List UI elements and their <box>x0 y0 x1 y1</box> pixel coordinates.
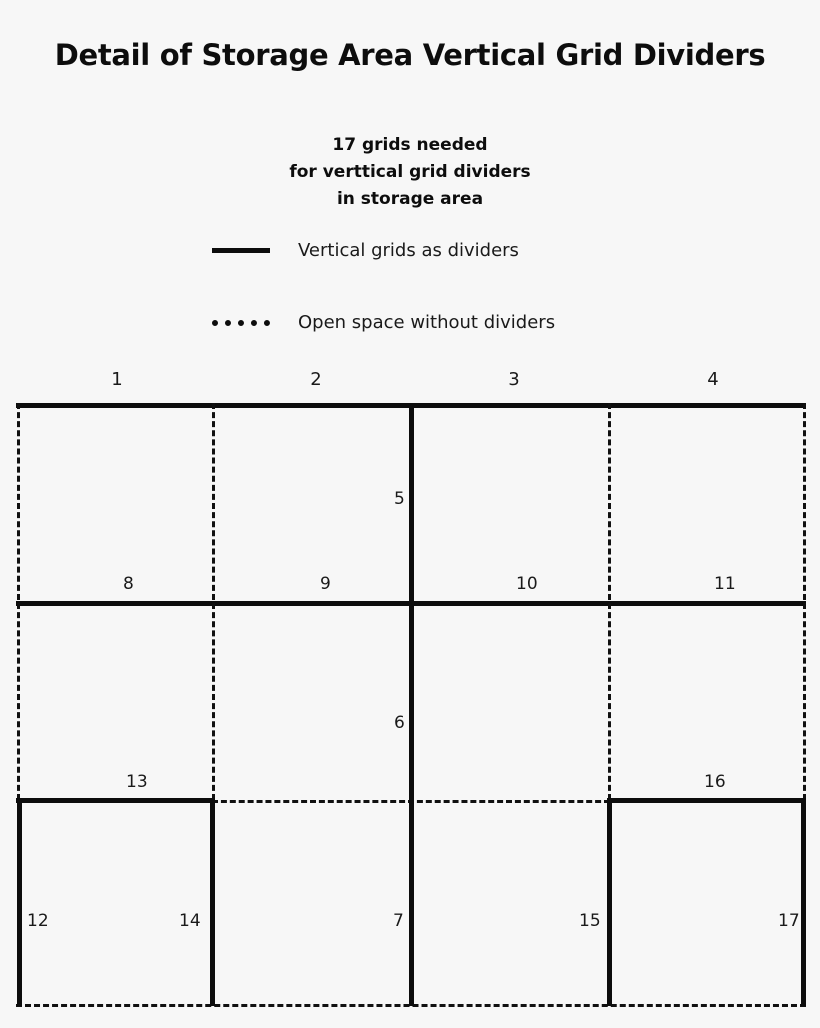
grid-number-14: 14 <box>179 911 201 931</box>
legend-label-open-space: Open space without dividers <box>298 312 556 333</box>
column-header-3: 3 <box>508 369 520 390</box>
grid-number-17: 17 <box>778 911 800 931</box>
subtitle-line-1: 17 grids needed <box>332 135 488 155</box>
grid-number-16: 16 <box>704 772 726 792</box>
subtitle-line-2: for verttical grid dividers <box>289 162 531 182</box>
solid-line-swatch-icon <box>212 248 270 253</box>
column-header-1: 1 <box>111 369 123 390</box>
grid-line-left-dashed <box>17 403 20 800</box>
subtitle-block <box>0 132 820 213</box>
column-header-4: 4 <box>707 369 719 390</box>
grid-number-10: 10 <box>516 574 538 594</box>
storage-grid-diagram <box>16 400 806 1008</box>
subtitle-line-3: in storage area <box>336 189 484 209</box>
grid-number-6: 6 <box>394 713 405 733</box>
grid-number-5: 5 <box>394 489 405 509</box>
grid-number-7: 7 <box>393 911 404 931</box>
column-header-row <box>16 369 806 393</box>
page-title: Detail of Storage Area Vertical Grid Dividers <box>54 38 766 72</box>
grid-line-lower-right-edge-solid <box>607 798 612 1006</box>
grid-line-lower-left-right-solid <box>210 798 215 1006</box>
grid-line-right-dashed <box>803 403 806 800</box>
grid-number-11: 11 <box>714 574 736 594</box>
legend-item-vertical-grids <box>212 240 519 261</box>
column-header-2: 2 <box>310 369 322 390</box>
grid-number-8: 8 <box>123 574 134 594</box>
grid-line-col3-dashed <box>608 403 611 800</box>
grid-line-center-solid <box>409 403 414 1006</box>
dashed-line-swatch-icon <box>212 320 270 326</box>
grid-line-lower-left-edge-solid <box>17 798 22 1006</box>
legend-label-vertical-grids: Vertical grids as dividers <box>298 240 519 261</box>
grid-number-15: 15 <box>579 911 601 931</box>
grid-number-12: 12 <box>27 911 49 931</box>
grid-number-9: 9 <box>320 574 331 594</box>
grid-line-lower-right-right-solid <box>801 798 806 1006</box>
grid-line-lower-left-solid <box>16 798 214 803</box>
legend-item-open-space <box>212 312 555 333</box>
grid-line-lower-right-solid <box>608 798 806 803</box>
grid-number-13: 13 <box>126 772 148 792</box>
grid-line-col1-dashed <box>212 403 215 800</box>
